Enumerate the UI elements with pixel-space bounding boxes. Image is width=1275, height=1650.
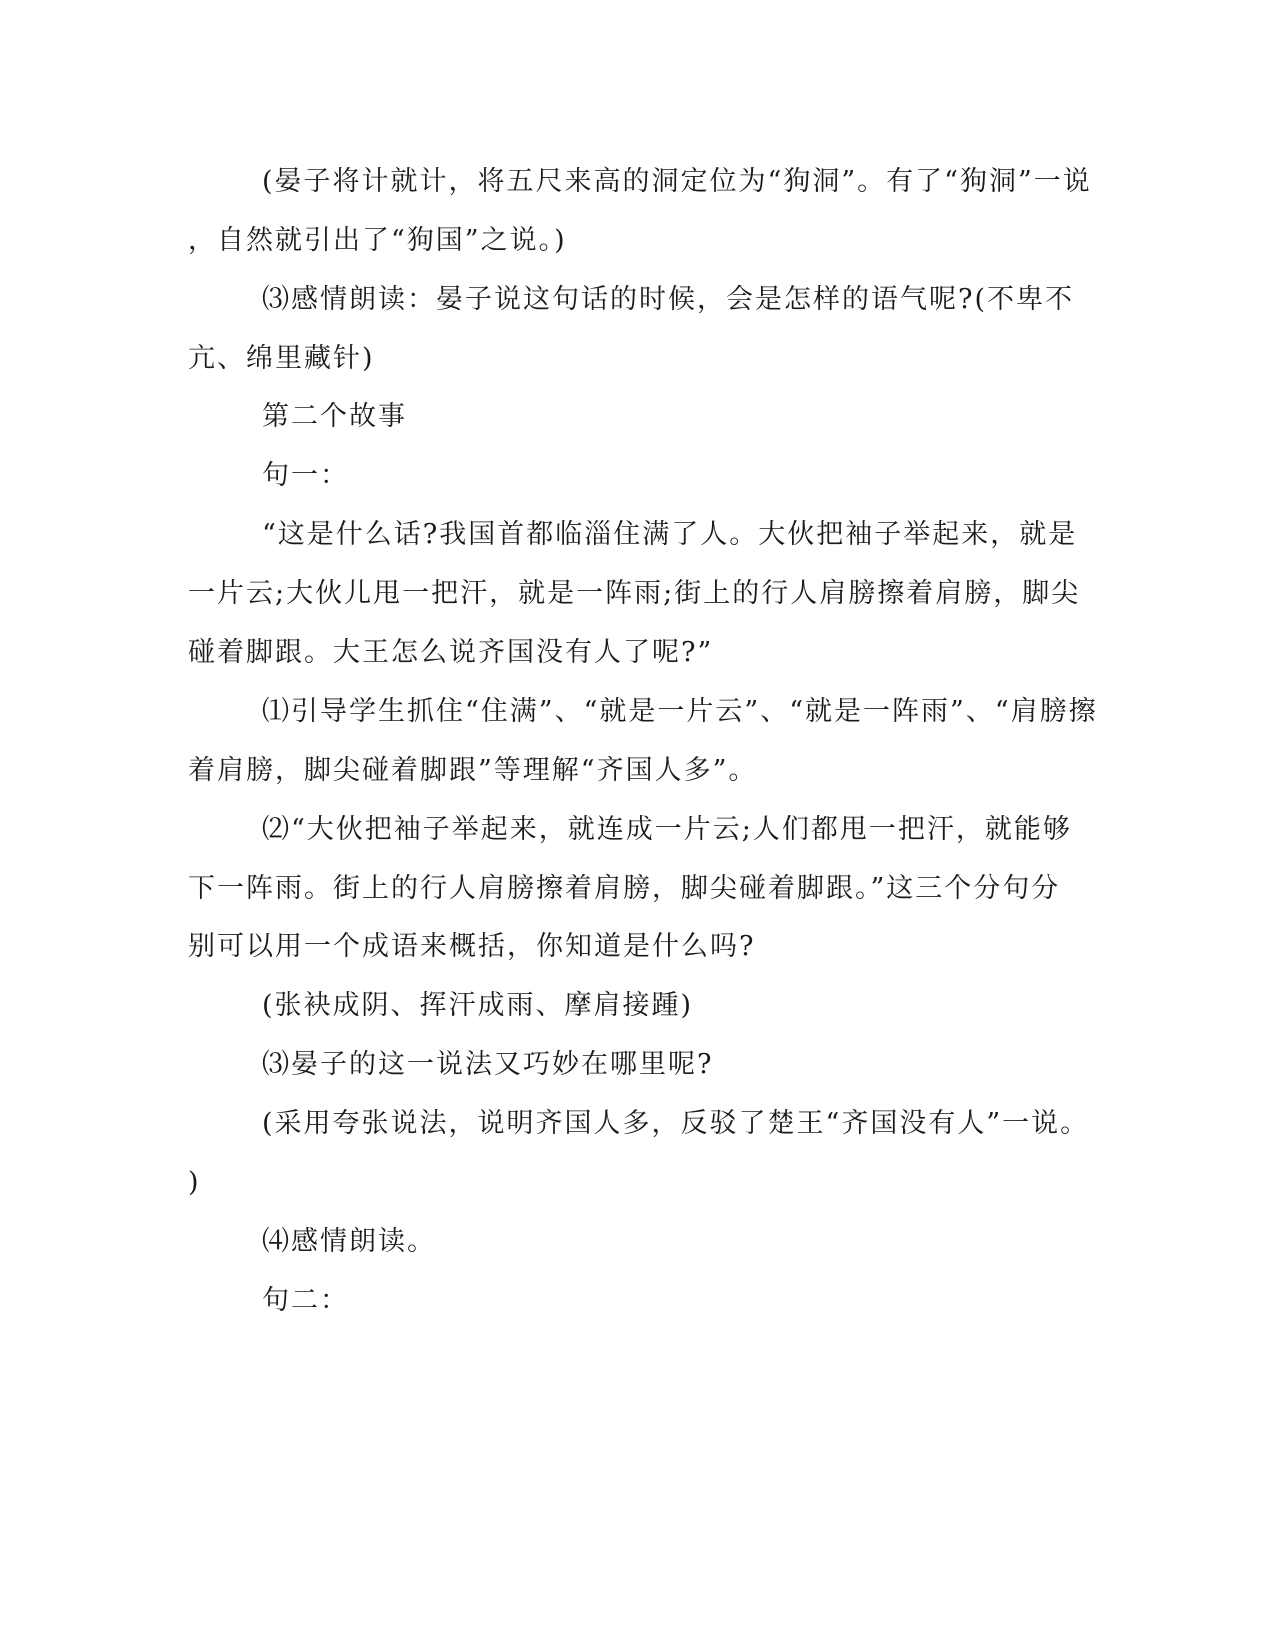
paragraph-line: 下一阵雨。街上的行人肩膀擦着肩膀，脚尖碰着脚跟。”这三个分句分 bbox=[188, 873, 1061, 904]
paragraph-line: ⑶晏子的这一说法又巧妙在哪里呢? bbox=[262, 1049, 714, 1080]
paragraph-line: (张袂成阴、挥汗成雨、摩肩接踵) bbox=[262, 990, 694, 1021]
sentence-label: 句二： bbox=[262, 1285, 349, 1316]
quote-line: 碰着脚跟。大王怎么说齐国没有人了呢?” bbox=[188, 637, 714, 668]
paragraph-line: 别可以用一个成语来概括，你知道是什么吗? bbox=[188, 931, 756, 962]
paragraph-line: ，自然就引出了“狗国”之说。) bbox=[188, 225, 567, 256]
paragraph-line: ⑴引导学生抓住“住满”、“就是一片云”、“就是一阵雨”、“肩膀擦 bbox=[262, 696, 1098, 727]
quote-line: 一片云;大伙儿甩一把汗，就是一阵雨;街上的行人肩膀擦着肩膀，脚尖 bbox=[188, 578, 1081, 609]
sentence-label: 句一： bbox=[262, 460, 349, 491]
section-heading: 第二个故事 bbox=[262, 401, 407, 432]
paragraph-line: ⑵“大伙把袖子举起来，就连成一片云;人们都甩一把汗，就能够 bbox=[262, 814, 1072, 845]
paragraph-line: 亢、绵里藏针) bbox=[188, 343, 375, 374]
paragraph-line: (晏子将计就计，将五尺来高的洞定位为“狗洞”。有了“狗洞”一说 bbox=[262, 166, 1092, 197]
quote-line: “这是什么话?我国首都临淄住满了人。大伙把袖子举起来，就是 bbox=[262, 519, 1078, 550]
paragraph-line: ⑶感情朗读：晏子说这句话的时候，会是怎样的语气呢?(不卑不 bbox=[262, 284, 1075, 315]
paragraph-line: 着肩膀，脚尖碰着脚跟”等理解“齐国人多”。 bbox=[188, 755, 758, 786]
paragraph-line: ⑷感情朗读。 bbox=[262, 1226, 436, 1257]
paragraph-line: (采用夸张说法，说明齐国人多，反驳了楚王“齐国没有人”一说。 bbox=[262, 1108, 1090, 1139]
paragraph-line: ) bbox=[188, 1167, 201, 1198]
